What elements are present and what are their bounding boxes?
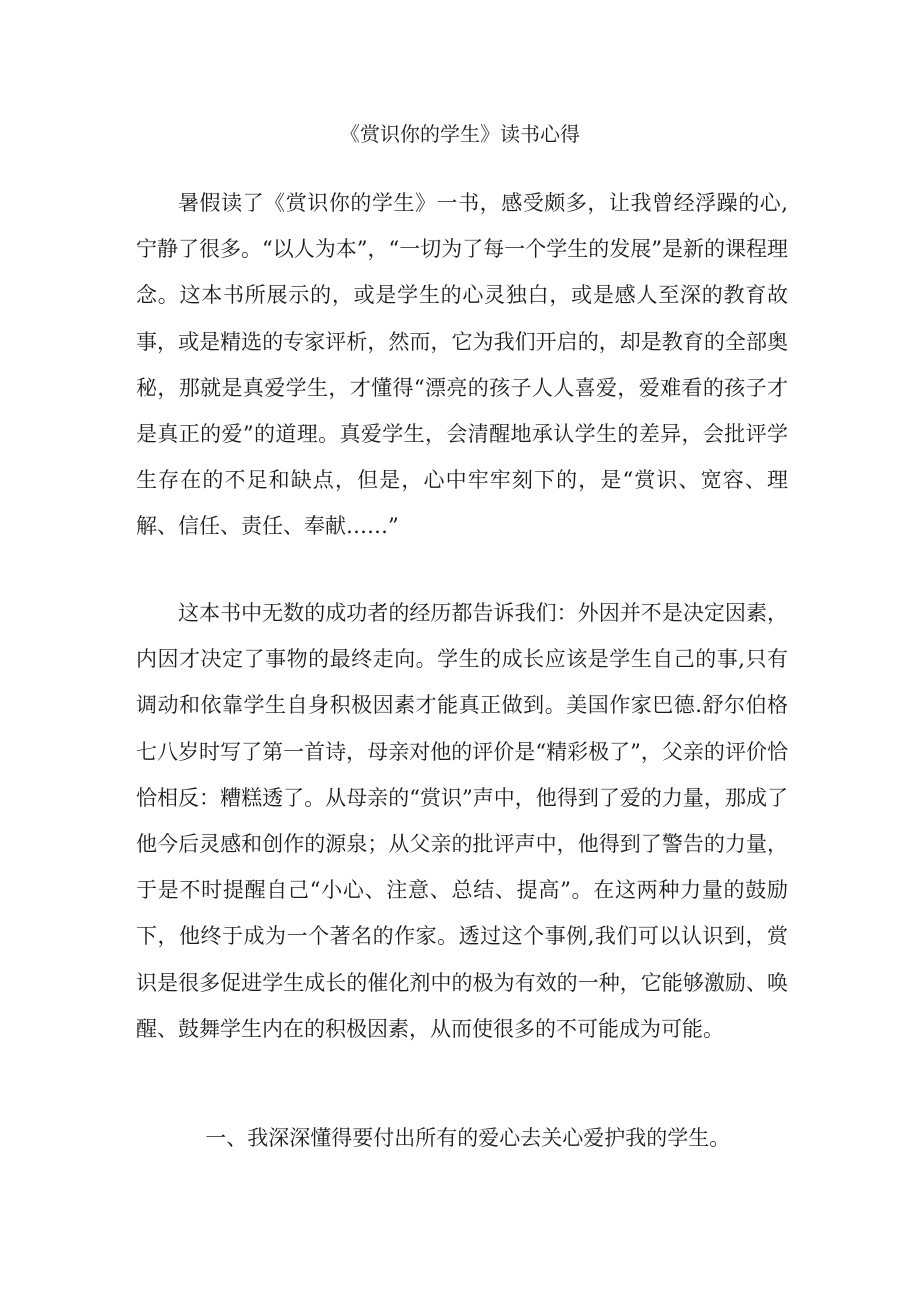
- paragraph-example: 这本书中无数的成功者的经历都告诉我们：外因并不是决定因素，内因才决定了事物的最终走向。学生的成长应该是学生自己的事,只有调动和依靠学生自身积极因素才能真正做到。美国作家巴德.舒尔伯格七八岁时写了第一首诗，母亲对他的评价是“精彩极了”，父亲的评价恰恰相反：糟糕透了。从母亲的“赏识”声中，他得到了爱的力量，那成了他今后灵感和创作的源泉；从父亲的批评声中，他得到了警告的力量，于是不时提醒自己“小心、注意、总结、提高”。在这两种力量的鼓励下，他终于成为一个著名的作家。透过这个事例,我们可以认识到，赏识是很多促进学生成长的催化剂中的极为有效的一种，它能够激励、唤醒、鼓舞学生内在的积极因素，从而使很多的不可能成为可能。: [136, 601, 788, 1041]
- section-heading: 一、我深深懂得要付出所有的爱心去关心爱护我的学生。: [205, 1126, 731, 1150]
- document-title: 《赏识你的学生》读书心得: [340, 122, 580, 146]
- paragraph-intro: 暑假读了《赏识你的学生》一书，感受颇多，让我曾经浮躁的心,宁静了很多。“以人为本”，“一切为了每一个学生的发展”是新的课程理念。这本书所展示的，或是学生的心灵独白，或是感人至深的教育故事，或是精选的专家评析，然而，它为我们开启的，却是教育的全部奥秘，那就是真爱学生，才懂得“漂亮的孩子人人喜爱，爱难看的孩子才是真正的爱”的道理。真爱学生，会清醒地承认学生的差异，会批评学生存在的不足和缺点，但是，心中牢牢刻下的，是“赏识、宽容、理解、信任、责任、奉献……”: [136, 191, 788, 539]
